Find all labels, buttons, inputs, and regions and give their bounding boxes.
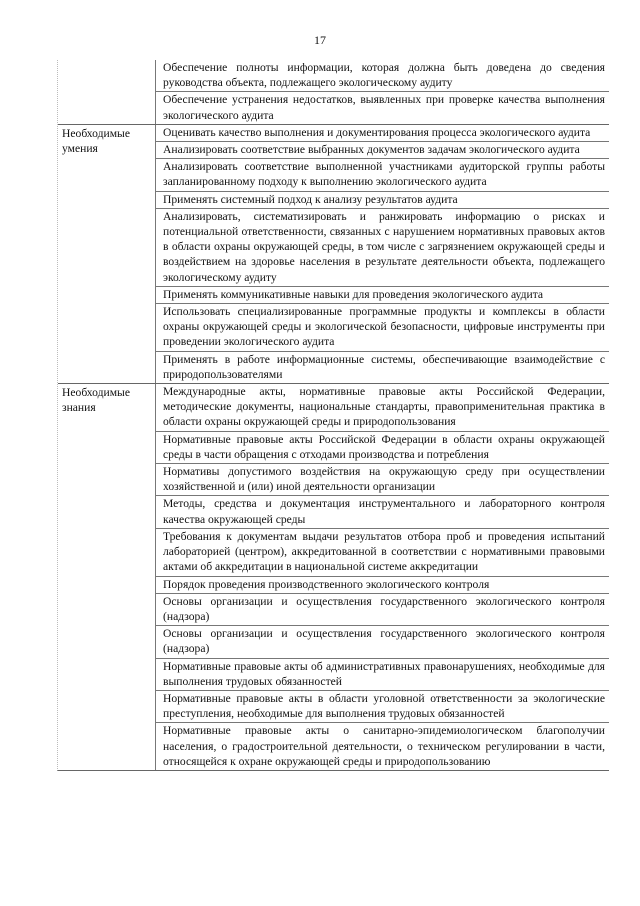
table-cell: Применять в работе информационные системы, обеспечивающие взаимодействие с природопользователями [163, 352, 605, 381]
table-cell: Использовать специализированные программные продукты и комплексы в области охраны окружающей среды и экологической безопасности, цифровые инструменты при проведении экологического аудита [156, 304, 609, 352]
table-cell: Основы организации и осуществления государственного экологического контроля (надзора) [156, 594, 609, 626]
table-cell: Нормативные правовые акты об административных правонарушениях, необходимые для выполнения трудовых обязанностей [156, 659, 609, 691]
table-cell: Нормативные правовые акты в области уголовной ответственности за экологические преступления, необходимые для выполнения трудовых обязанностей [156, 691, 609, 723]
section-items [156, 125, 609, 383]
table-cell: Анализировать соответствие выбранных документов задачам экологического аудита [156, 142, 609, 159]
table-cell: Методы, средства и документация инструментального и лабораторного контроля качества окружающей среды [156, 496, 609, 528]
table-cell: Обеспечение устранения недостатков, выявленных при проверке качества выполнения экологического аудита [163, 93, 605, 122]
table-cell: Порядок проведения производственного экологического контроля [156, 577, 609, 594]
table-cell: Применять системный подход к анализу результатов аудита [156, 192, 609, 209]
table-cell: Анализировать, систематизировать и ранжировать информацию о рисках и потенциальной ответственности, связанных с нарушением нормативных правовых актов в области охраны окружающей среды, в том числе с загрязнением окружающей среды и воздействием на здоровье населения в результате деятельности объекта, подлежащего экологическому аудиту [156, 209, 609, 287]
table-cell: Применять коммуникативные навыки для проведения экологического аудита [156, 287, 609, 304]
table-cell: Нормативные правовые акты о санитарно-эпидемиологическом благополучии населения, о градостроительной деятельности, о техническом регулировании в части, относящейся к охране окружающей среды и природопользованию [163, 724, 605, 768]
section-items [156, 60, 609, 124]
section-items [156, 384, 609, 770]
section-row-skills [58, 124, 609, 383]
table-cell: Нормативные правовые акты Российской Федерации в области охраны окружающей среды в части обращения с отходами производства и потребления [156, 432, 609, 464]
section-label: Необходимые знания [58, 384, 156, 770]
section-label [58, 60, 156, 124]
table-cell: Обеспечение полноты информации, которая должна быть доведена до сведения руководства объекта, подлежащего экологическому аудиту [156, 60, 609, 92]
table-cell: Международные акты, нормативные правовые акты Российской Федерации, методические документы, национальные стандарты, правоприменительная практика в области охраны окружающей среды и природопользования [156, 384, 609, 432]
section-row-knowledge [58, 383, 609, 770]
table-cell: Оценивать качество выполнения и документирования процесса экологического аудита [156, 125, 609, 142]
section-label: Необходимые умения [58, 125, 156, 383]
table-cell: Нормативы допустимого воздействия на окружающую среду при осуществлении хозяйственной и (или) иной деятельности организации [156, 464, 609, 496]
table-cell: Анализировать соответствие выполненной участниками аудиторской группы работы запланированному подходу к выполнению экологического аудита [156, 159, 609, 191]
table-cell: Основы организации и осуществления государственного экологического контроля (надзора) [156, 626, 609, 658]
table-cell: Требования к документам выдачи результатов отбора проб и проведения испытаний лабораторией (центром), аккредитованной в соответствии с нормативными правовыми актами об аккредитации в национальной системе аккредитации [156, 529, 609, 577]
competency-table [57, 60, 609, 771]
page-number: 17 [314, 33, 326, 47]
section-row-continuation [58, 60, 609, 124]
